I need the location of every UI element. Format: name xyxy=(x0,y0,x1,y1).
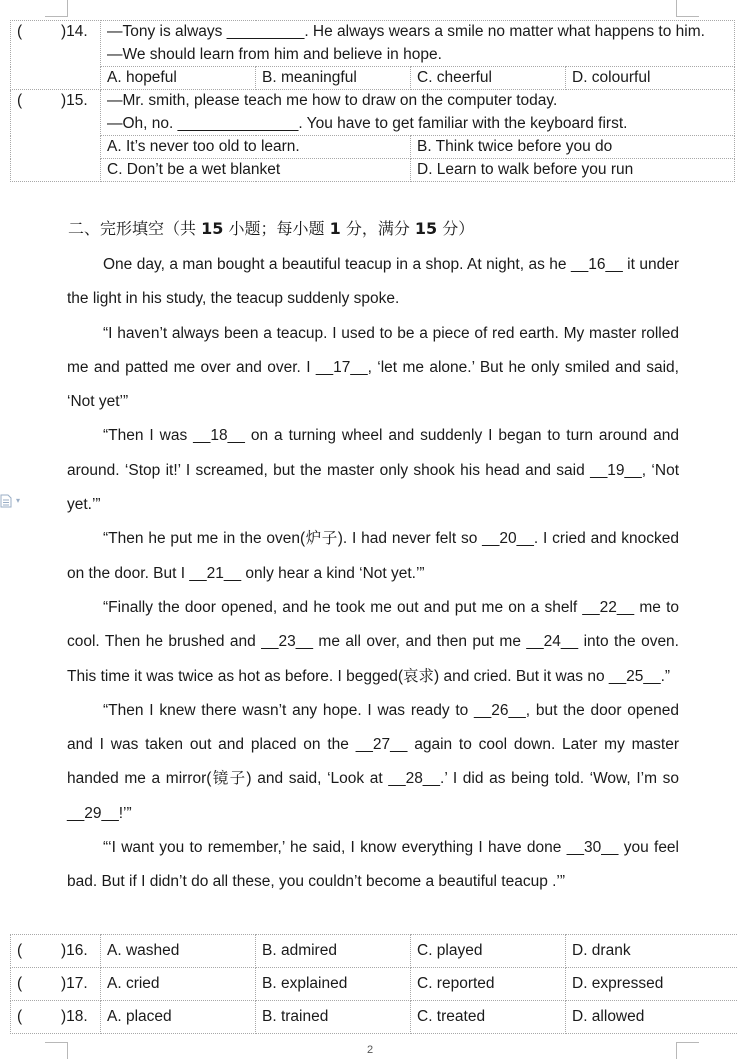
question-row-15 xyxy=(11,90,735,136)
question-row-17 xyxy=(11,968,738,1001)
question-number: )17. xyxy=(61,975,88,992)
stem-line: —Tony is always _________. He always wears a smile no matter what happens to him. xyxy=(107,21,734,44)
passage-paragraph: “Then I was __18__ on a turning wheel and suddenly I began to turn around and around. ‘Stop it!’ I screamed, but the master only shook his head and said __19__, ‘Not yet.’” xyxy=(67,419,679,522)
question-number: )15. xyxy=(61,92,88,109)
passage-paragraph: “‘I want you to remember,’ he said, I know everything I have done __30__ you feel bad. But if I didn’t do all these, you couldn’t become a beautiful teacup .’” xyxy=(67,831,679,900)
question-number: )14. xyxy=(61,23,88,40)
stem-line: —Mr. smith, please teach me how to draw on the computer today. xyxy=(107,90,734,113)
question-number: )16. xyxy=(61,942,88,959)
option-d[interactable]: D. allowed xyxy=(566,1001,738,1034)
options-row-15b xyxy=(11,159,735,182)
option-b[interactable]: B. meaningful xyxy=(256,67,411,90)
option-d[interactable]: D. expressed xyxy=(566,968,738,1001)
crop-mark-top-right xyxy=(676,0,699,17)
document-icon-glyph xyxy=(0,494,12,508)
answer-blank[interactable]: ( )14. xyxy=(11,21,101,90)
option-a[interactable]: A. placed xyxy=(101,1001,256,1034)
option-b[interactable]: B. Think twice before you do xyxy=(411,136,735,159)
option-c[interactable]: C. treated xyxy=(411,1001,566,1034)
option-b[interactable]: B. trained xyxy=(256,1001,411,1034)
passage-paragraph: “Finally the door opened, and he took me out and put me on a shelf __22__ me to cool. Then he brushed and __23__ me all over, and then put me __24__ into the oven. This time it was twice as hot as before. I begged(哀求) and cried. But it was no __25__.” xyxy=(67,591,679,694)
passage-paragraph: “Then I knew there wasn’t any hope. I was ready to __26__, but the door opened and I was taken out and placed on the __27__ again to cool down. Later my master handed me a mirror(镜子) and said, ‘Look at __28__.’ I did as being told. ‘Wow, I’m so __29__!’” xyxy=(67,694,679,831)
option-d[interactable]: D. drank xyxy=(566,935,738,968)
stem-line: —We should learn from him and believe in hope. xyxy=(107,44,734,67)
section-heading: 二、完形填空（共 15 小题；每小题 1 分，满分 15 分） xyxy=(68,216,474,242)
answer-blank[interactable]: ( )15. xyxy=(11,90,101,182)
option-d[interactable]: D. colourful xyxy=(566,67,735,90)
question-stem xyxy=(101,90,735,136)
crop-mark-bottom-left xyxy=(45,1042,68,1059)
document-icon[interactable] xyxy=(0,494,14,508)
question-row-16 xyxy=(11,935,738,968)
option-d[interactable]: D. Learn to walk before you run xyxy=(411,159,735,182)
answer-blank[interactable]: ( )17. xyxy=(11,968,101,1001)
option-c[interactable]: C. played xyxy=(411,935,566,968)
passage-paragraph: One day, a man bought a beautiful teacup in a shop. At night, as he __16__ it under the light in his study, the teacup suddenly spoke. xyxy=(67,248,679,317)
option-b[interactable]: B. admired xyxy=(256,935,411,968)
question-stem xyxy=(101,21,735,67)
question-row-14 xyxy=(11,21,735,67)
cloze-passage xyxy=(67,248,679,900)
answer-blank[interactable]: ( )18. xyxy=(11,1001,101,1034)
option-a[interactable]: A. washed xyxy=(101,935,256,968)
option-a[interactable]: A. It’s never too old to learn. xyxy=(101,136,411,159)
question-number: )18. xyxy=(61,1008,88,1025)
option-c[interactable]: C. cheerful xyxy=(411,67,566,90)
page-number: 2 xyxy=(360,1044,380,1056)
passage-paragraph: “I haven’t always been a teacup. I used to be a piece of red earth. My master rolled me and patted me over and over. I __17__, ‘let me alone.’ But he only smiled and said, ‘Not yet’” xyxy=(67,317,679,420)
option-c[interactable]: C. Don’t be a wet blanket xyxy=(101,159,411,182)
answer-blank[interactable]: ( )16. xyxy=(11,935,101,968)
option-a[interactable]: A. cried xyxy=(101,968,256,1001)
options-row-15a xyxy=(11,136,735,159)
option-b[interactable]: B. explained xyxy=(256,968,411,1001)
option-c[interactable]: C. reported xyxy=(411,968,566,1001)
dropdown-arrow-icon: ▾ xyxy=(16,494,20,508)
question-row-18 xyxy=(11,1001,738,1034)
crop-mark-bottom-right xyxy=(676,1042,699,1059)
passage-paragraph: “Then he put me in the oven(炉子). I had never felt so __20__. I cried and knocked on the door. But I __21__ only hear a kind ‘Not yet.’” xyxy=(67,522,679,591)
options-row-14 xyxy=(11,67,735,90)
option-a[interactable]: A. hopeful xyxy=(101,67,256,90)
crop-mark-top-left xyxy=(45,0,68,17)
question-table-bottom xyxy=(10,934,738,1034)
question-table-top xyxy=(10,20,735,182)
stem-line: —Oh, no. ______________. You have to get familiar with the keyboard first. xyxy=(107,113,734,136)
